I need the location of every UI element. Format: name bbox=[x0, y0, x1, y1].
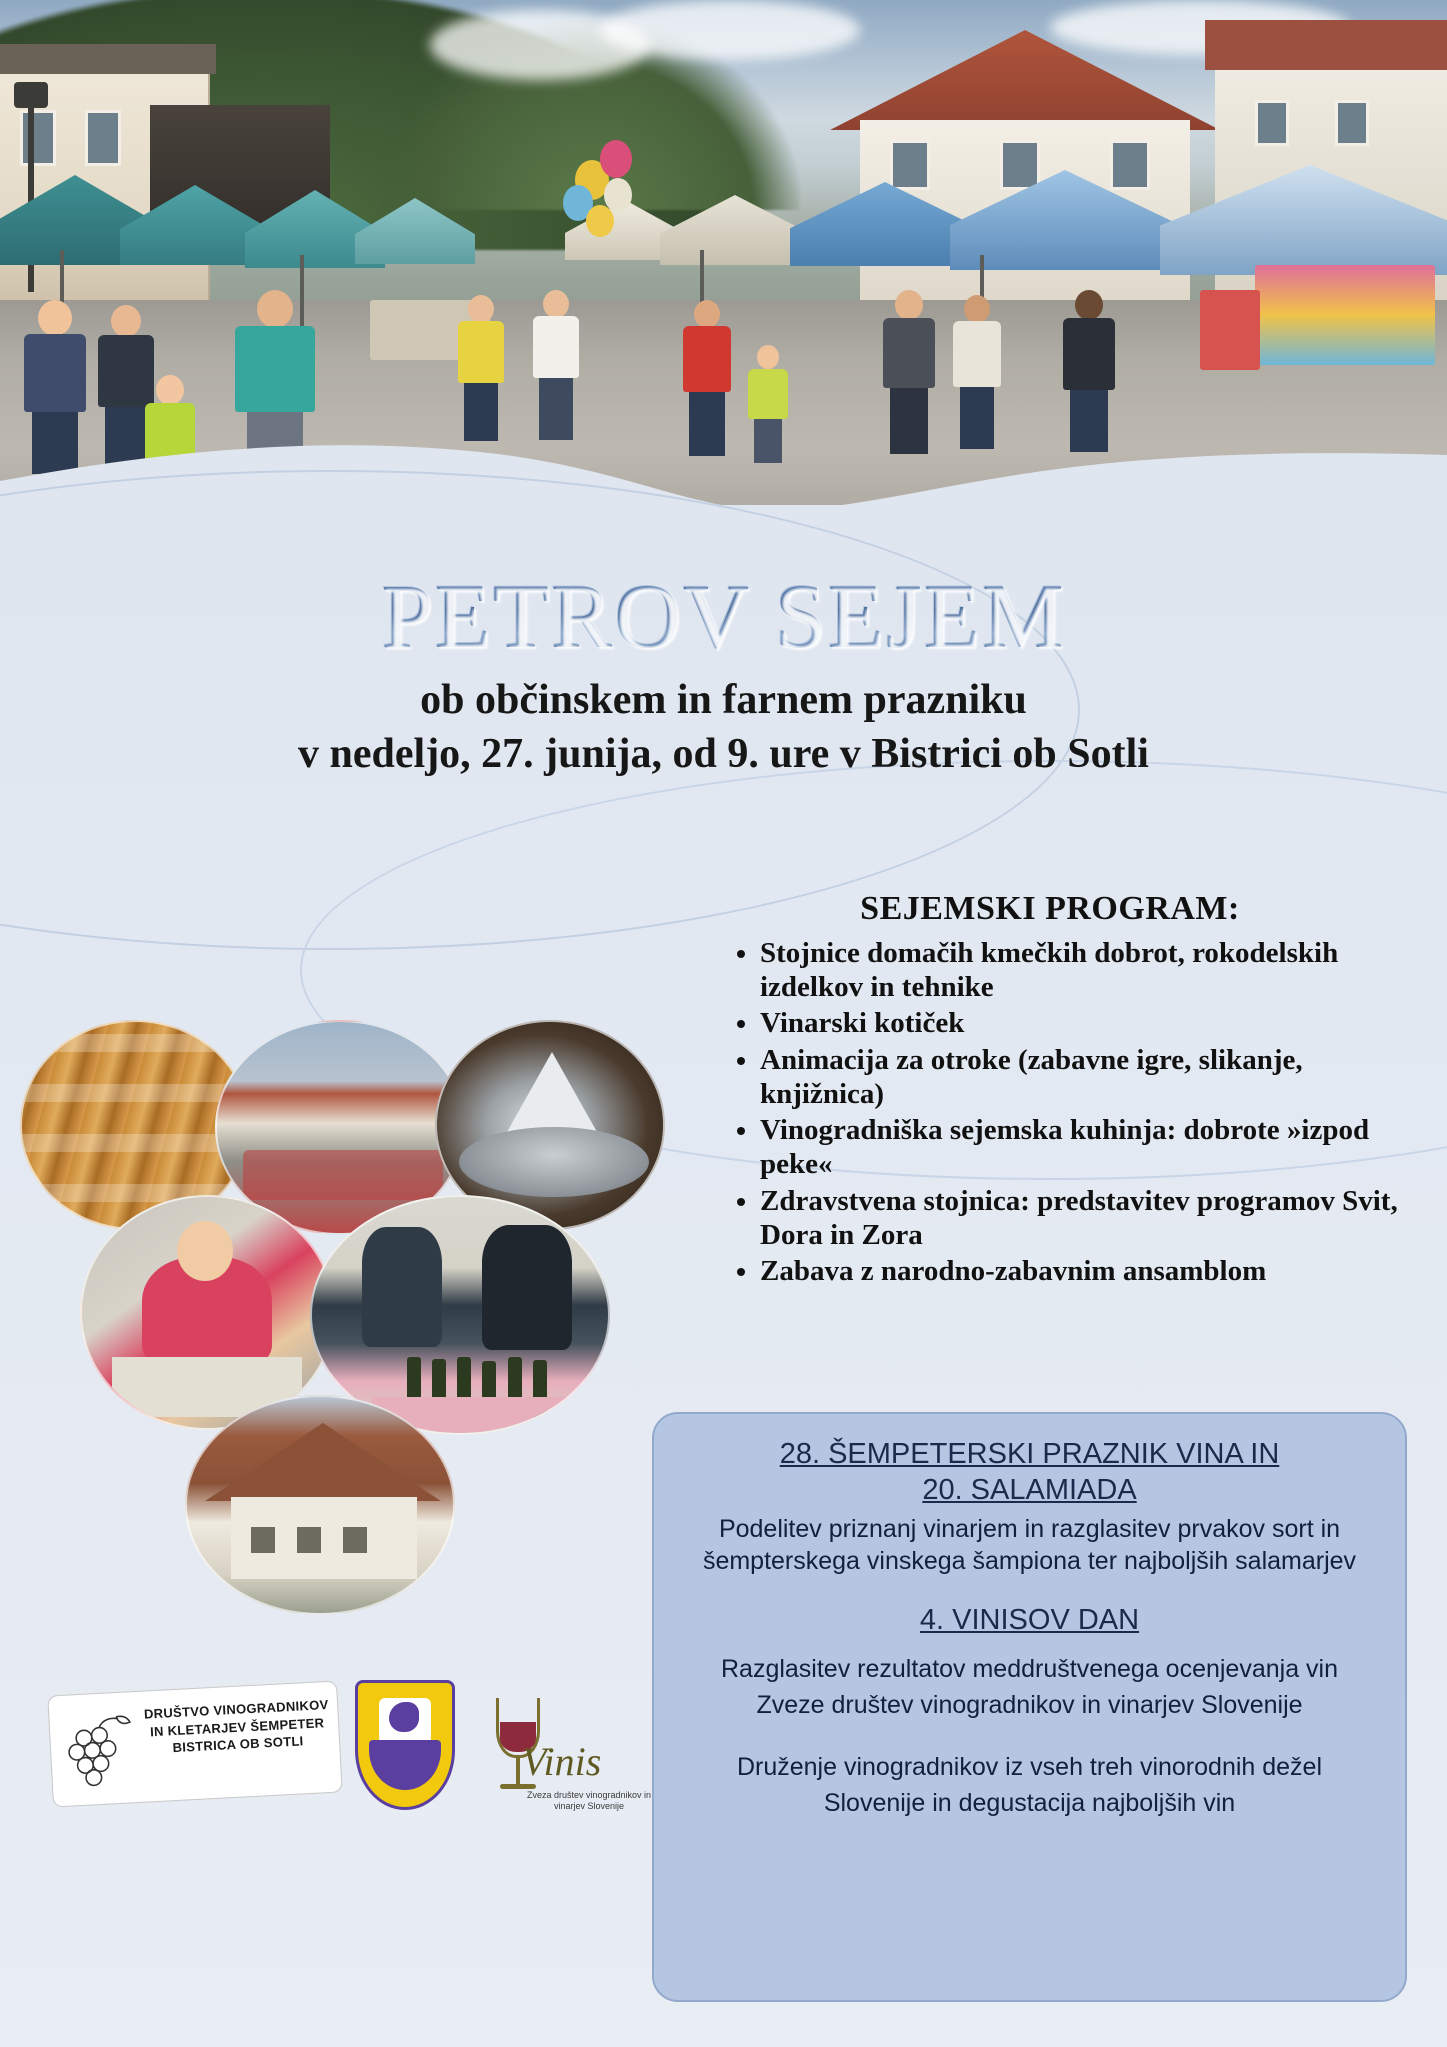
roof bbox=[1205, 20, 1447, 70]
wine-festival-box bbox=[652, 1412, 1407, 2002]
program-section bbox=[700, 890, 1400, 1290]
balloon-icon bbox=[604, 178, 632, 212]
poster-subtitle-1: ob občinskem in farnem prazniku bbox=[420, 677, 1027, 723]
goods-display bbox=[1200, 290, 1260, 370]
program-list bbox=[700, 936, 1400, 1288]
grape-icon bbox=[59, 1710, 141, 1788]
window bbox=[1000, 140, 1040, 190]
photo-collage bbox=[10, 1020, 670, 1600]
child-painting-photo bbox=[80, 1195, 335, 1430]
municipal-crest-logo bbox=[355, 1680, 455, 1815]
poster-subtitle-2: v nedeljo, 27. junija, od 9. ure v Bistrici ob Sotli bbox=[298, 731, 1149, 777]
poster-title-block bbox=[0, 565, 1447, 778]
box-title-line1: 28. ŠEMPETERSKI PRAZNIK VINA IN bbox=[779, 1438, 1280, 1470]
list-item: • Animacija za otroke (zabavne igre, slikanje, knjižnica) bbox=[760, 1043, 1400, 1111]
list-item: • Vinarski kotiček bbox=[760, 1006, 1400, 1040]
list-item: • Zabava z narodno-zabavnim ansamblom bbox=[760, 1254, 1400, 1288]
box-text-2: Razglasitev rezultatov meddruštvenega ocenjevanja vin Zveze društev vinogradnikov in vinarjev Slovenije bbox=[720, 1654, 1339, 1719]
page-title: PETROV SEJEM bbox=[0, 570, 1447, 662]
person bbox=[950, 295, 1004, 453]
person bbox=[20, 300, 90, 475]
goods-display bbox=[1255, 265, 1435, 365]
vinis-subtitle: Zveza društev vinogradnikov in vinarjev Slovenije bbox=[526, 1790, 652, 1812]
person bbox=[1060, 290, 1118, 455]
window bbox=[1110, 140, 1150, 190]
box-title-2: 4. VINISOV DAN bbox=[919, 1603, 1140, 1636]
lamp-head-icon bbox=[14, 82, 48, 108]
box-title-line2: 20. SALAMIADA bbox=[922, 1474, 1137, 1507]
window bbox=[890, 140, 930, 190]
window bbox=[20, 110, 56, 166]
cloud-icon bbox=[600, 0, 860, 60]
logo-row bbox=[50, 1680, 650, 1840]
vinogradniki-society-logo bbox=[47, 1680, 342, 1807]
window bbox=[85, 110, 121, 166]
roof bbox=[830, 30, 1220, 130]
person-child bbox=[745, 345, 791, 465]
glass-stem bbox=[516, 1758, 520, 1786]
list-item: • Zdravstvena stojnica: predstavitev programov Svit, Dora in Zora bbox=[760, 1184, 1400, 1252]
window bbox=[1335, 100, 1369, 146]
market-street-header-photo bbox=[0, 0, 1447, 545]
box-text-3: Druženje vinogradnikov iz vseh treh vinorodnih dežel Slovenije in degustacija najboljših vin bbox=[736, 1753, 1323, 1818]
vinis-name: Vinis bbox=[522, 1739, 602, 1784]
list-item: • Vinogradniška sejemska kuhinja: dobrote »izpod peke« bbox=[760, 1113, 1400, 1181]
roof bbox=[0, 44, 216, 74]
box-text-1: Podelitev priznanj vinarjem in razglasitev prvakov sort in šempterskega vinskega šampiona ter najboljših salamarjev bbox=[702, 1514, 1357, 1575]
balloon-icon bbox=[600, 140, 632, 178]
person bbox=[455, 295, 507, 445]
traditional-house-photo bbox=[185, 1395, 455, 1615]
person bbox=[880, 290, 938, 455]
window bbox=[1255, 100, 1289, 146]
bird-icon bbox=[389, 1702, 419, 1732]
balloon-icon bbox=[586, 205, 614, 237]
society-name: DRUŠTVO VINOGRADNIKOV IN KLETARJEV ŠEMPETER BISTRICA OB SOTLI bbox=[143, 1696, 329, 1756]
list-item: • Stojnice domačih kmečkih dobrot, rokodelskih izdelkov in tehnike bbox=[760, 936, 1400, 1004]
program-heading: SEJEMSKI PROGRAM: bbox=[860, 890, 1240, 927]
person bbox=[680, 300, 734, 460]
person bbox=[530, 290, 582, 445]
vinis-logo bbox=[480, 1692, 650, 1822]
